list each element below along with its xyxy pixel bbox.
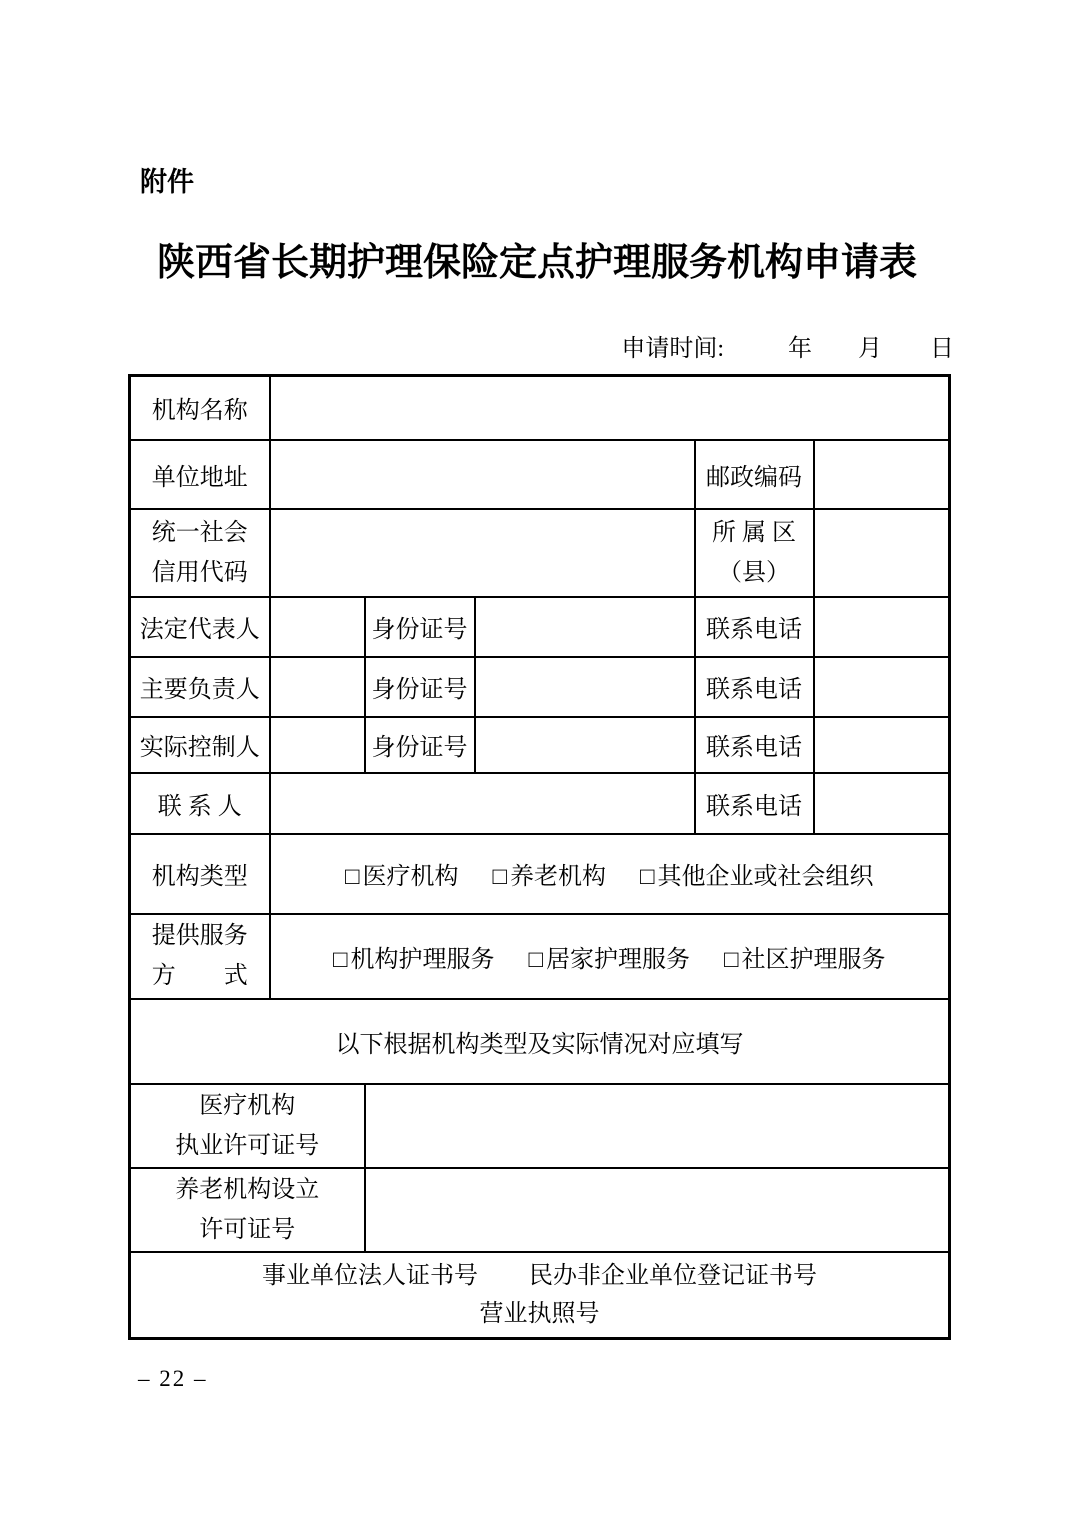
contact-phone-label: 联系电话	[695, 773, 814, 834]
contact-phone-value-cell	[814, 773, 950, 834]
eldercare-license-value-cell	[365, 1168, 950, 1252]
legal-rep-phone-value-cell	[814, 597, 950, 657]
institution-cert-label: 事业单位法人证书号	[262, 1262, 478, 1289]
legal-rep-id-value-cell	[475, 597, 695, 657]
business-license-label: 营业执照号	[479, 1300, 600, 1327]
legal-rep-id-label: 身份证号	[365, 597, 475, 657]
option-label: 社区护理服务	[741, 946, 886, 973]
org-type-option	[493, 864, 607, 890]
day-label: 日	[930, 336, 954, 362]
principal-label: 主要负责人	[130, 657, 270, 717]
table-row	[130, 1084, 950, 1168]
checkbox-icon: □	[528, 946, 543, 973]
address-label: 单位地址	[130, 440, 270, 509]
checkbox-icon: □	[333, 946, 348, 973]
table-row	[130, 773, 950, 834]
district-value-cell	[814, 509, 950, 597]
year-label: 年	[788, 336, 812, 362]
principal-phone-value-cell	[814, 657, 950, 717]
table-row	[130, 717, 950, 773]
principal-value-cell	[270, 657, 365, 717]
org-name-value-cell	[270, 376, 950, 440]
option-label: 其他企业或社会组织	[657, 864, 874, 890]
checkbox-icon: □	[640, 864, 655, 890]
table-row	[130, 834, 950, 914]
legal-representative-value-cell	[270, 597, 365, 657]
table-row	[130, 999, 950, 1084]
checkbox-icon: □	[492, 864, 507, 890]
org-type-option	[640, 864, 874, 890]
medical-license-label: 医疗机构 执业许可证号	[130, 1084, 365, 1168]
eldercare-license-label: 养老机构设立 许可证号	[130, 1168, 365, 1252]
application-form-table	[128, 374, 951, 1340]
option-label: 养老机构	[510, 864, 606, 890]
service-mode-option	[529, 947, 691, 973]
contact-person-value-cell	[270, 773, 695, 834]
page-number: – 22 –	[138, 1366, 208, 1391]
checkbox-icon: □	[724, 946, 739, 973]
principal-id-label: 身份证号	[365, 657, 475, 717]
controller-label: 实际控制人	[130, 717, 270, 773]
option-label: 医疗机构	[362, 864, 459, 890]
table-row	[130, 376, 950, 440]
org-type-option	[345, 864, 459, 890]
table-row	[130, 440, 950, 509]
month-label: 月	[858, 336, 882, 362]
page-title: 陕西省长期护理保险定点护理服务机构申请表	[156, 242, 917, 284]
service-mode-option	[333, 947, 495, 973]
service-mode-label: 提供服务 方 式	[130, 914, 270, 999]
table-row	[130, 657, 950, 717]
other-certs-line1	[131, 1257, 948, 1295]
district-label: 所 属 区 （县）	[695, 509, 814, 597]
principal-id-value-cell	[475, 657, 695, 717]
table-row	[130, 914, 950, 999]
option-label: 居家护理服务	[546, 946, 690, 973]
address-value-cell	[270, 440, 695, 509]
legal-representative-label: 法定代表人	[130, 597, 270, 657]
table-row	[130, 509, 950, 597]
attachment-label: 附件	[140, 167, 194, 197]
option-label: 机构护理服务	[350, 946, 495, 973]
section-note: 以下根据机构类型及实际情况对应填写	[130, 999, 950, 1084]
org-type-label: 机构类型	[130, 834, 270, 914]
checkbox-icon: □	[345, 864, 360, 890]
table-row	[130, 1252, 950, 1339]
controller-value-cell	[270, 717, 365, 773]
application-date-line	[128, 328, 954, 363]
service-mode-options	[270, 914, 950, 999]
controller-id-value-cell	[475, 717, 695, 773]
contact-person-label: 联 系 人	[130, 773, 270, 834]
credit-code-label: 统一社会 信用代码	[130, 509, 270, 597]
postal-code-label: 邮政编码	[695, 440, 814, 509]
postal-code-value-cell	[814, 440, 950, 509]
principal-phone-label: 联系电话	[695, 657, 814, 717]
table-row	[130, 1168, 950, 1252]
controller-id-label: 身份证号	[365, 717, 475, 773]
credit-code-value-cell	[270, 509, 695, 597]
service-mode-option	[724, 947, 886, 973]
other-certs-cell	[130, 1252, 950, 1339]
org-name-label: 机构名称	[130, 376, 270, 440]
org-type-options	[270, 834, 950, 914]
controller-phone-value-cell	[814, 717, 950, 773]
controller-phone-label: 联系电话	[695, 717, 814, 773]
nonenterprise-cert-label: 民办非企业单位登记证书号	[529, 1262, 817, 1289]
legal-rep-phone-label: 联系电话	[695, 597, 814, 657]
table-row	[130, 597, 950, 657]
application-date-label: 申请时间:	[621, 336, 724, 362]
medical-license-value-cell	[365, 1084, 950, 1168]
